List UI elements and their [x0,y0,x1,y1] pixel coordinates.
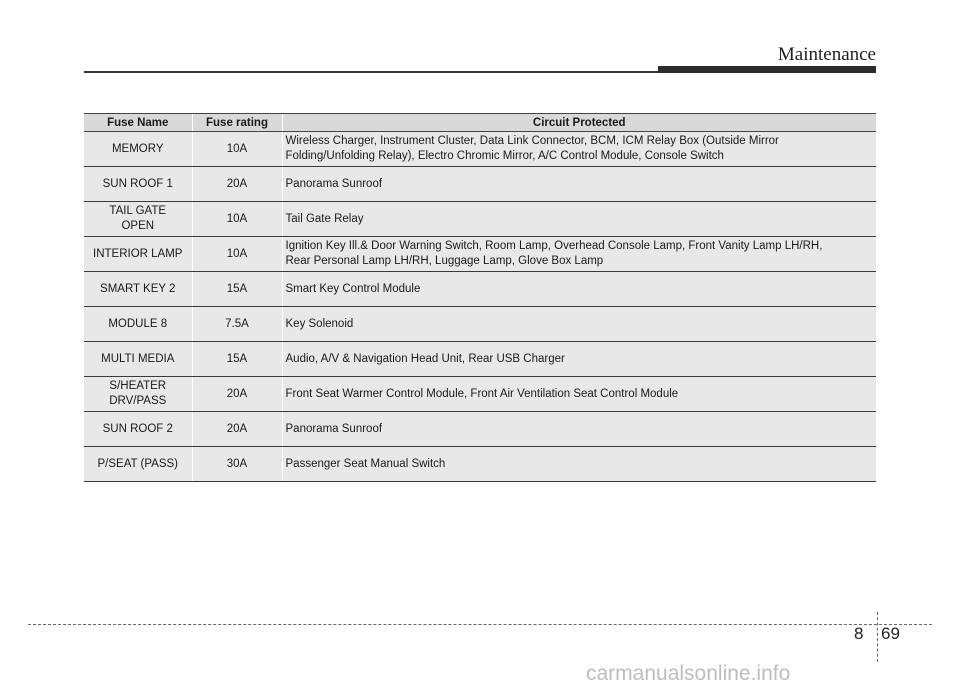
circuit-protected-line: Ignition Key Ill.& Door Warning Switch, Room Lamp, Overhead Console Lamp, Front Vanity Lamp LH/RH, [285,240,823,252]
fuse-name-line: S/HEATER [109,380,167,392]
circuit-protected-cell [282,237,876,272]
table-row [84,412,876,447]
fuse-name-cell [84,377,192,412]
fuse-rating-cell: 10A [192,202,282,237]
table-header-row [84,114,876,132]
circuit-protected-cell [282,272,876,307]
table-row [84,342,876,377]
column-header-fuse-rating: Fuse rating [192,114,282,132]
circuit-protected-cell [282,202,876,237]
fuse-rating-cell: 10A [192,132,282,167]
fuse-rating-cell: 20A [192,377,282,412]
table-row [84,447,876,482]
footer-divider [28,624,932,625]
circuit-protected-line: Panorama Sunroof [285,422,383,435]
circuit-protected-line: Audio, A/V & Navigation Head Unit, Rear USB Charger [285,352,565,365]
fuse-table [84,113,876,482]
fuse-rating-cell: 30A [192,447,282,482]
fuse-name-cell [84,202,192,237]
fuse-name-line: MEMORY [111,142,164,155]
fuse-name-cell [84,167,192,202]
section-title: Maintenance [777,44,876,65]
circuit-protected-cell [282,447,876,482]
circuit-protected-cell [282,167,876,202]
circuit-protected-line: Wireless Charger, Instrument Cluster, Data Link Connector, BCM, ICM Relay Box (Outside Mirror [285,135,779,147]
page-number: 69 [881,624,900,643]
watermark: carmanualsonline.info [586,662,791,685]
table-row [84,237,876,272]
column-header-circuit-protected: Circuit Protected [282,114,876,132]
circuit-protected-line: Front Seat Warmer Control Module, Front Air Ventilation Seat Control Module [285,387,679,400]
table-row [84,272,876,307]
column-header-fuse-name: Fuse Name [84,114,192,132]
table-row [84,132,876,167]
fuse-rating-cell: 15A [192,342,282,377]
table-row [84,167,876,202]
fuse-name-cell [84,307,192,342]
fuse-rating-cell: 7.5A [192,307,282,342]
page-number-separator [877,612,878,662]
circuit-protected-line: Smart Key Control Module [285,282,421,295]
circuit-protected-cell [282,132,876,167]
fuse-name-cell [84,342,192,377]
fuse-rating-cell: 10A [192,237,282,272]
header-rule-accent [658,66,876,73]
fuse-name-cell [84,447,192,482]
fuse-name-line: OPEN [121,220,155,232]
circuit-protected-cell [282,412,876,447]
circuit-protected-line: Tail Gate Relay [285,212,364,225]
fuse-name-cell [84,412,192,447]
table-row [84,377,876,412]
fuse-name-line: MULTI MEDIA [101,352,175,365]
fuse-name-line: SMART KEY 2 [100,282,176,295]
fuse-name-line: SUN ROOF 2 [102,422,173,435]
table-row [84,202,876,237]
circuit-protected-line: Key Solenoid [285,317,354,330]
fuse-name-cell [84,272,192,307]
circuit-protected-line: Panorama Sunroof [285,177,383,190]
fuse-rating-cell: 20A [192,167,282,202]
chapter-number: 8 [854,624,864,643]
fuse-name-line: SUN ROOF 1 [102,177,173,190]
fuse-rating-cell: 15A [192,272,282,307]
fuse-rating-cell: 20A [192,412,282,447]
circuit-protected-line: Folding/Unfolding Relay), Electro Chromic Mirror, A/C Control Module, Console Switch [285,150,724,162]
table-row [84,307,876,342]
circuit-protected-cell [282,377,876,412]
fuse-name-line: DRV/PASS [109,395,167,407]
fuse-name-cell [84,132,192,167]
fuse-name-line: INTERIOR LAMP [93,247,183,260]
circuit-protected-cell [282,342,876,377]
circuit-protected-cell [282,307,876,342]
fuse-name-line: P/SEAT (PASS) [97,457,179,470]
header-rule [84,71,664,73]
fuse-name-line: MODULE 8 [108,317,168,330]
fuse-name-line: TAIL GATE [109,205,167,217]
circuit-protected-line: Passenger Seat Manual Switch [285,457,446,470]
circuit-protected-line: Rear Personal Lamp LH/RH, Luggage Lamp, Glove Box Lamp [285,255,604,267]
fuse-name-cell [84,237,192,272]
